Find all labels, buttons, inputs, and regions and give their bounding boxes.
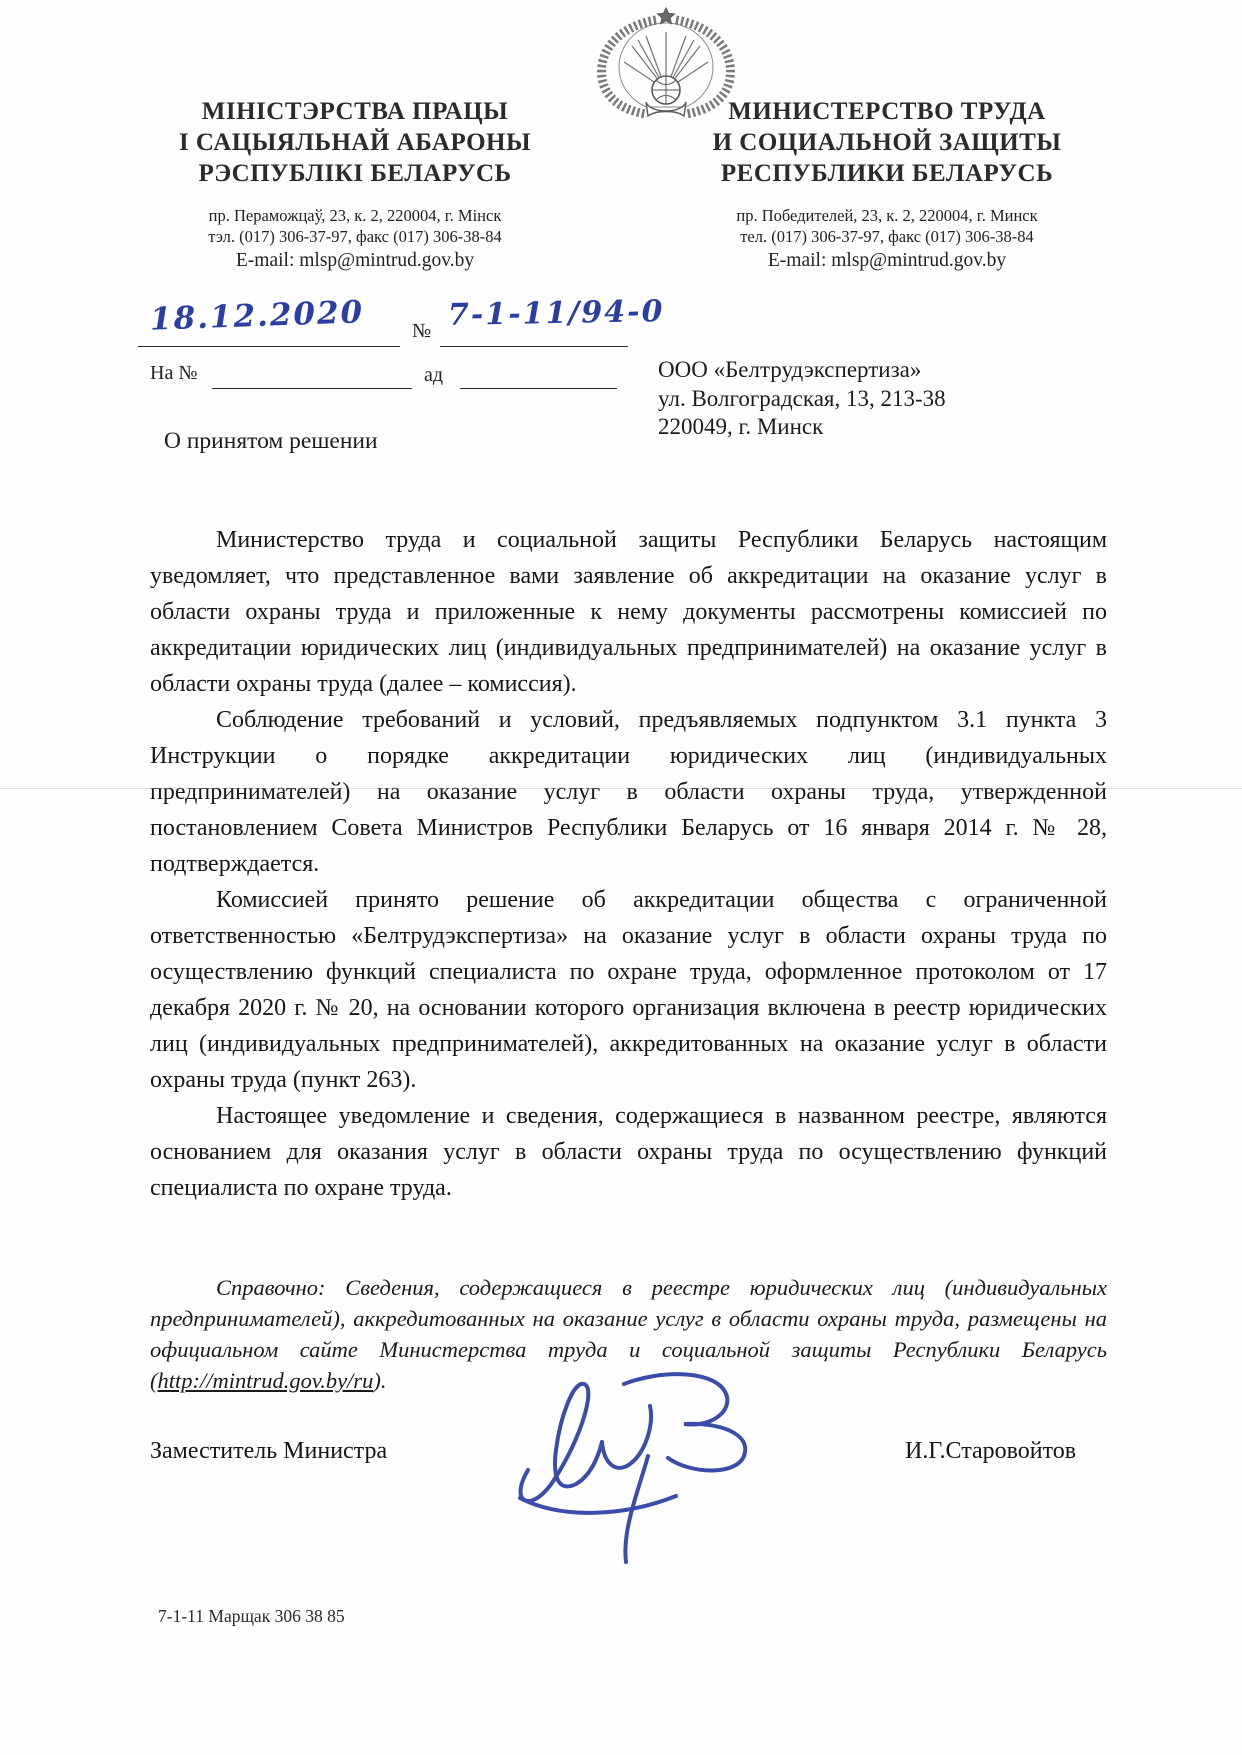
reply-to-label: На № xyxy=(150,362,198,384)
letter-body xyxy=(150,522,1107,1206)
recipient-address-block xyxy=(658,356,946,442)
number-sign-label: № xyxy=(412,320,432,342)
org-title-by-line2: І САЦЫЯЛЬНАЙ АБАРОНЫ xyxy=(178,129,532,156)
org-title-by-line1: МІНІСТЭРСТВА ПРАЦЫ xyxy=(201,98,509,125)
org-title-ru-line3: РЕСПУБЛИКИ БЕЛАРУСЬ xyxy=(720,160,1054,187)
recipient-street: ул. Волгоградская, 13, 213-38 xyxy=(658,385,946,411)
org-title-ru-line1: МИНИСТЕРСТВО ТРУДА xyxy=(728,98,1046,125)
executor-footer-note: 7-1-11 Марщак 306 38 85 xyxy=(158,1606,345,1626)
org-title-ru-line2: И СОЦИАЛЬНОЙ ЗАЩИТЫ xyxy=(712,129,1062,156)
body-paragraph-4: Настоящее уведомление и сведения, содержащиеся в названном реестре, являются основанием для оказания услуг в области охраны труда по осуществлению функций специалиста по охране труда. xyxy=(150,1103,1107,1201)
note-text: Справочно: Сведения, содержащиеся в реестре юридических лиц (индивидуальных предпринимателей), аккредитованных на оказание услуг в области охраны труда, размещены на официальном сайте Министерства труда и социальной защиты Республики Беларусь ( xyxy=(150,1275,1107,1393)
number-blank-line xyxy=(440,346,628,347)
org-phone-ru: тел. (017) 306-37-97, факс (017) 306-38-84 xyxy=(740,227,1034,246)
subject-line: О принятом решении xyxy=(164,428,378,454)
note-text-suffix: ). xyxy=(373,1368,387,1393)
recipient-city: 220049, г. Минск xyxy=(658,414,824,439)
signature-ink xyxy=(498,1358,828,1568)
ministry-site-url: http://mintrud.gov.by/ru xyxy=(157,1368,374,1393)
handwritten-date: 18.12.2020 xyxy=(149,294,365,338)
org-address-by: пр. Пераможцаў, 23, к. 2, 220004, г. Мінск xyxy=(208,206,502,225)
body-paragraph-2: Соблюдение требований и условий, предъявляемых подпунктом 3.1 пункта 3 Инструкции о порядке аккредитации юридических лиц (индивидуальных предпринимателей) на оказание услуг в области охраны труда, утвержденной постановлением Совета Министров Республики Беларусь от 16 января 2014 г. № 28, подтверждается. xyxy=(150,707,1107,877)
letterhead-left-column xyxy=(140,96,570,271)
recipient-name: ООО «Белтрудэкспертиза» xyxy=(658,357,922,382)
org-address-ru: пр. Победителей, 23, к. 2, 220004, г. Минск xyxy=(736,206,1038,225)
letterhead-right-column xyxy=(672,96,1102,271)
org-phone-by: тэл. (017) 306-37-97, факс (017) 306-38-84 xyxy=(208,227,502,246)
signer-name: И.Г.Старовойтов xyxy=(905,1438,1077,1464)
org-title-by-line3: РЭСПУБЛІКІ БЕЛАРУСЬ xyxy=(198,160,512,187)
handwritten-outgoing-number: 7-1-11/94-0 xyxy=(447,294,665,333)
date-blank-line xyxy=(138,346,400,347)
reply-date-blank-line xyxy=(460,388,617,389)
body-paragraph-3: Комиссией принято решение об аккредитации общества с ограниченной ответственностью «Белтрудэкспертиза» на оказание услуг в области охраны труда по осуществлению функций специалиста по охране труда, оформленное протоколом от 17 декабря 2020 г. № 20, на основании которого организация включена в реестр юридических лиц (индивидуальных предпринимателей), аккредитованных на оказание услуг в области охраны труда (пункт 263). xyxy=(150,887,1107,1093)
body-paragraph-1: Министерство труда и социальной защиты Республики Беларусь настоящим уведомляет, что представленное вами заявление об аккредитации на оказание услуг в области охраны труда и приложенные к нему документы рассмотрены комиссией по аккредитации юридических лиц (индивидуальных предпринимателей) на оказание услуг в области охраны труда (далее – комиссия). xyxy=(150,527,1107,697)
org-email-by: E-mail: mlsp@mintrud.gov.by xyxy=(235,250,475,271)
reply-number-blank-line xyxy=(212,388,412,389)
signer-position-title: Заместитель Министра xyxy=(150,1438,388,1464)
reply-from-label: ад xyxy=(424,364,444,386)
scan-artifact-line xyxy=(0,788,1242,789)
org-email-ru: E-mail: mlsp@mintrud.gov.by xyxy=(767,250,1007,271)
